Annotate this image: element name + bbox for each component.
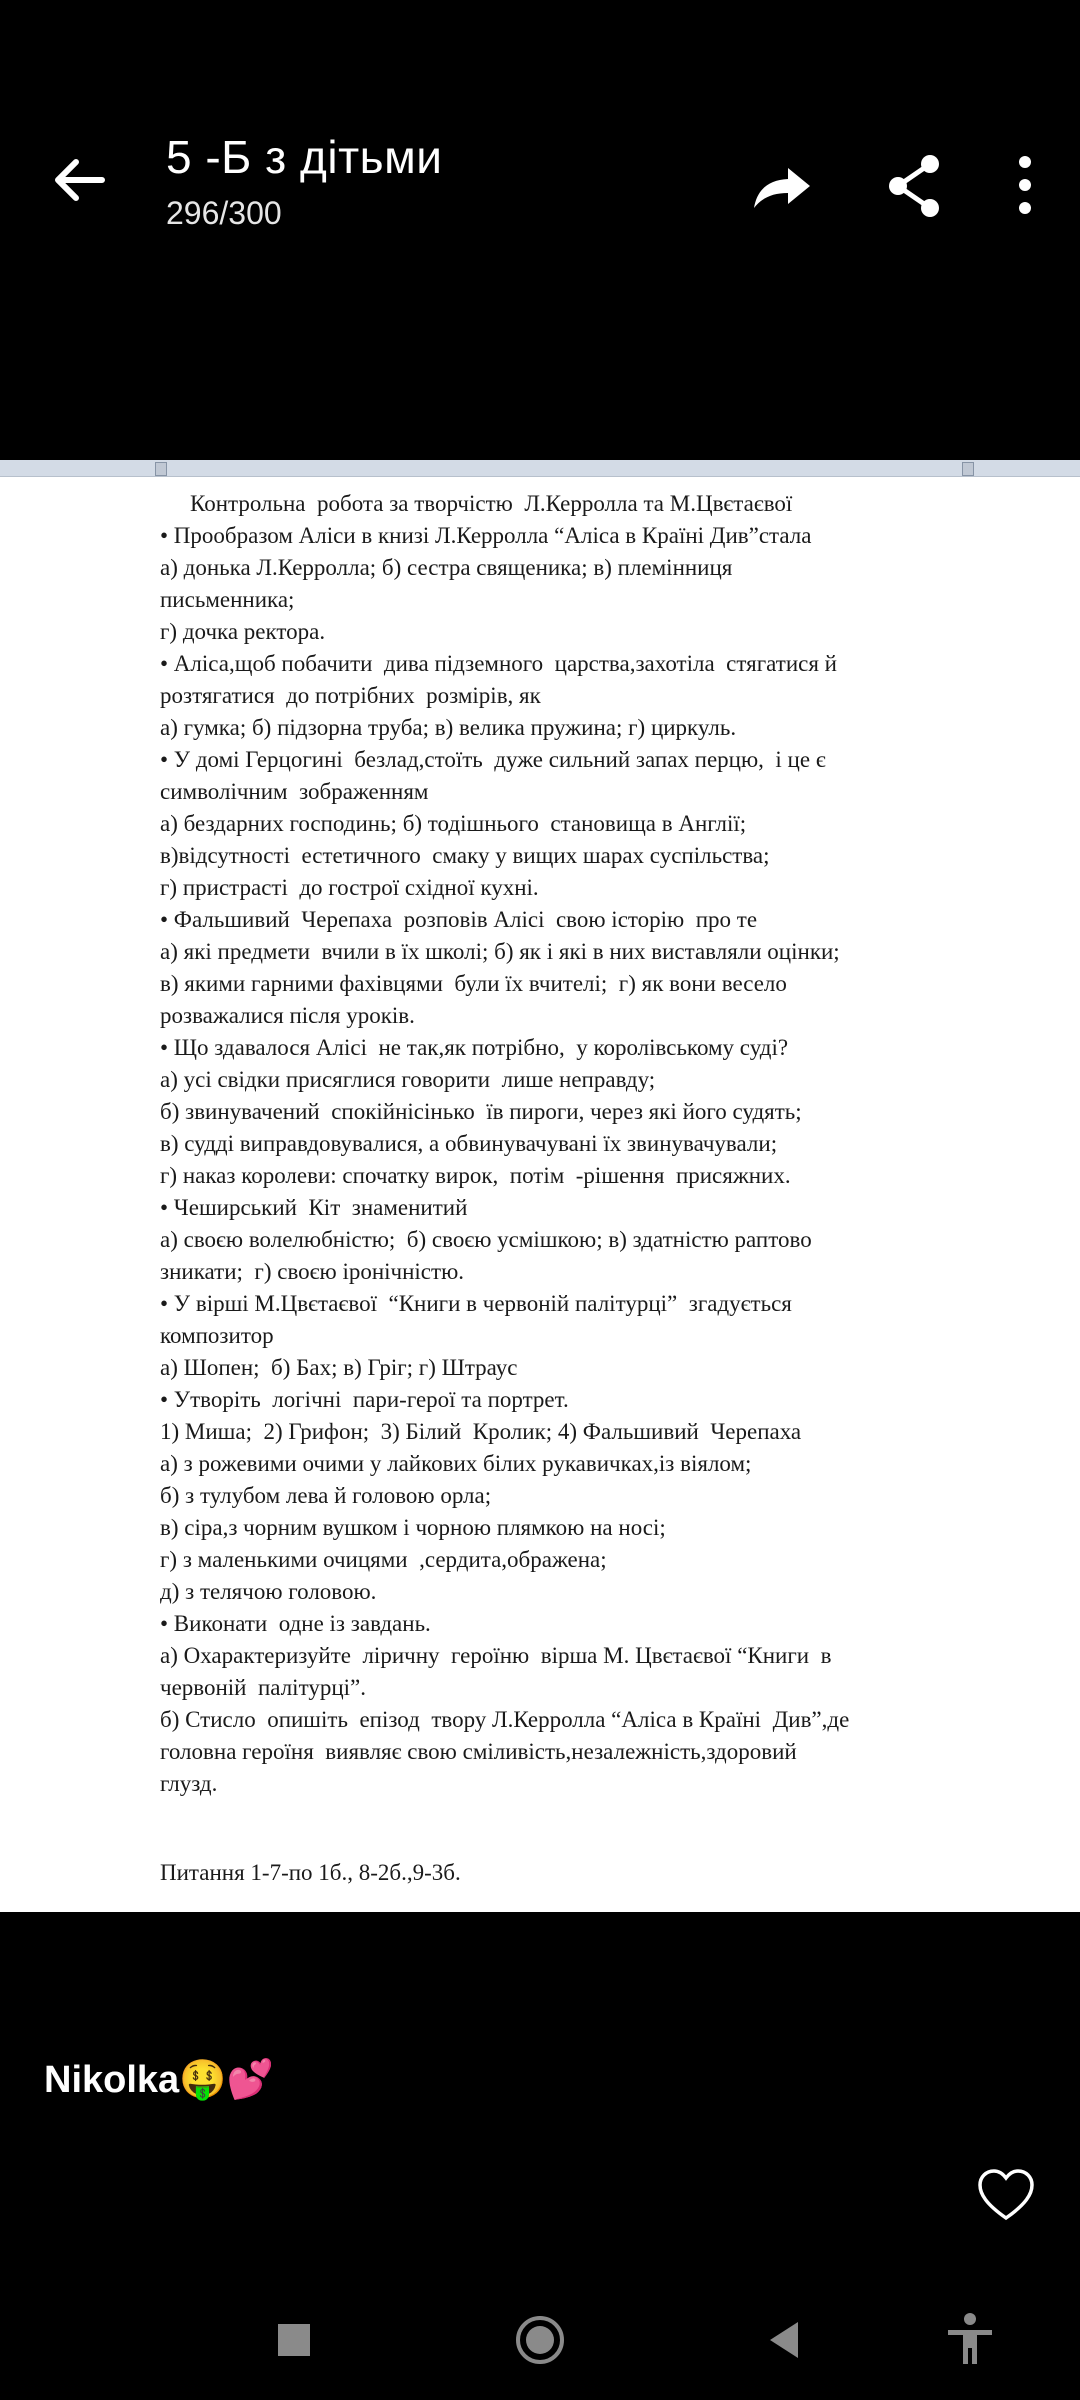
sender-name-text: Nikolka [44,2059,180,2101]
document-line: а) з рожевими очими у лайкових білих рукавичках,із віялом; [160,1451,752,1476]
home-icon [510,2310,570,2370]
system-nav-bar [0,2280,1080,2400]
share-icon [880,150,950,220]
back-button[interactable] [44,150,114,210]
sender-name [44,2058,274,2102]
document-line: розтягатися до потрібних розмірів, як [160,683,541,708]
document-line: глузд. [160,1771,218,1796]
accessibility-icon [940,2310,1000,2370]
document-heading: Контрольна робота за творчістю Л.Керролла та М.Цвєтаєвої [190,491,793,516]
document-line: • Утворіть логічні пари-герої та портрет. [160,1387,569,1412]
document-line: • Виконати одне із завдань. [160,1611,431,1636]
document-line: а) які предмети вчили в їх школі; б) як і які в них виставляли оцінки; [160,939,840,964]
document-line: г) дочка ректора. [160,619,326,644]
document-line: в)відсутності естетичного смаку у вищих шарах суспільства; [160,843,770,868]
sender-emojis: 🤑💕 [179,2059,274,2101]
document-line: червоній палітурці”. [160,1675,366,1700]
more-vert-icon [990,150,1060,220]
home-button[interactable] [510,2310,570,2370]
more-options-button[interactable] [990,150,1060,220]
document-line: б) з тулубом лева й головою орла; [160,1483,492,1508]
document-line: 1) Миша; 2) Грифон; 3) Білий Кролик; 4) Фальшивий Черепаха [160,1419,802,1444]
document-line: г) з маленькими очицями ,сердита,ображена; [160,1547,607,1572]
forward-button[interactable] [748,150,818,220]
document-line: зникати; г) своєю іронічністю. [160,1259,464,1284]
document-line: а) донька Л.Керролла; б) сестра священика; в) племінниця [160,555,733,580]
document-line: композитор [160,1323,274,1348]
document-line: • У домі Герцогині безлад,стоїть дуже сильний запах перцю, і це є [160,747,826,772]
document-image[interactable] [0,460,1080,1912]
top-app-bar [0,0,1080,460]
document-line: а) Охарактеризуйте ліричну героїню вірша М. Цвєтаєвої “Книги в [160,1643,832,1668]
document-line: а) своєю волелюбністю; б) своєю усмішкою; в) здатністю раптово [160,1227,812,1252]
document-line: д) з телячою головою. [160,1579,377,1604]
document-text [160,488,960,1800]
media-counter: 296/300 [166,195,282,231]
document-line: головна героїня виявляє свою сміливість,незалежність,здоровий [160,1739,797,1764]
recent-apps-icon [264,2310,324,2370]
conversation-title: 5 -Б з дітьми [166,131,443,183]
nav-back-button[interactable] [754,2310,814,2370]
document-line: в) якими гарними фахівцями були їх вчителі; г) як вони весело [160,971,787,996]
document-line: а) гумка; б) підзорна труба; в) велика пружина; г) циркуль. [160,715,737,740]
document-line: в) судді виправдовувалися, а обвинувачувані їх звинувачували; [160,1131,778,1156]
document-line: б) Стисло опишіть епізод твору Л.Керролла “Аліса в Країні Див”,де [160,1707,850,1732]
nav-back-icon [754,2310,814,2370]
document-line: в) сіра,з чорним вушком і чорною плямкою на носі; [160,1515,666,1540]
document-line: розважалися після уроків. [160,1003,415,1028]
recent-apps-button[interactable] [264,2310,324,2370]
document-line: • Фальшивий Черепаха розповів Алісі свою історію про те [160,907,758,932]
document-line: г) наказ королеви: спочатку вирок, потім -рішення присяжних. [160,1163,791,1188]
document-line: • Що здавалося Алісі не так,як потрібно, у королівському суді? [160,1035,789,1060]
document-line: а) бездарних господинь; б) тодішнього становища в Англії; [160,811,747,836]
document-line: • Прообразом Аліси в книзі Л.Керролла “Аліса в Країні Див”стала [160,523,812,548]
ruler-marker-left [155,462,167,476]
arrow-back-icon [44,150,114,210]
document-ruler [0,460,1080,477]
document-footer: Питання 1-7-по 1б., 8-2б.,9-3б. [160,1860,461,1885]
accessibility-button[interactable] [940,2310,1000,2370]
ruler-marker-right [962,462,974,476]
like-button[interactable] [976,2166,1036,2226]
document-line: г) пристрасті до гострої східної кухні. [160,875,539,900]
document-line: а) Шопен; б) Бах; в) Гріг; г) Штраус [160,1355,518,1380]
document-line: б) звинувачений спокійнісінько їв пироги, через які його судять; [160,1099,802,1124]
document-line: • Аліса,щоб побачити дива підземного царства,захотіла стягатися й [160,651,837,676]
document-line: а) усі свідки присяглися говорити лише неправду; [160,1067,656,1092]
document-line: • У вірші М.Цвєтаєвої “Книги в червоній палітурці” згадується [160,1291,792,1316]
document-line: символічним зображенням [160,779,429,804]
heart-outline-icon [976,2166,1036,2226]
share-button[interactable] [880,150,950,220]
document-line: письменника; [160,587,295,612]
document-line: • Чеширський Кіт знаменитий [160,1195,468,1220]
forward-arrow-icon [748,150,818,220]
